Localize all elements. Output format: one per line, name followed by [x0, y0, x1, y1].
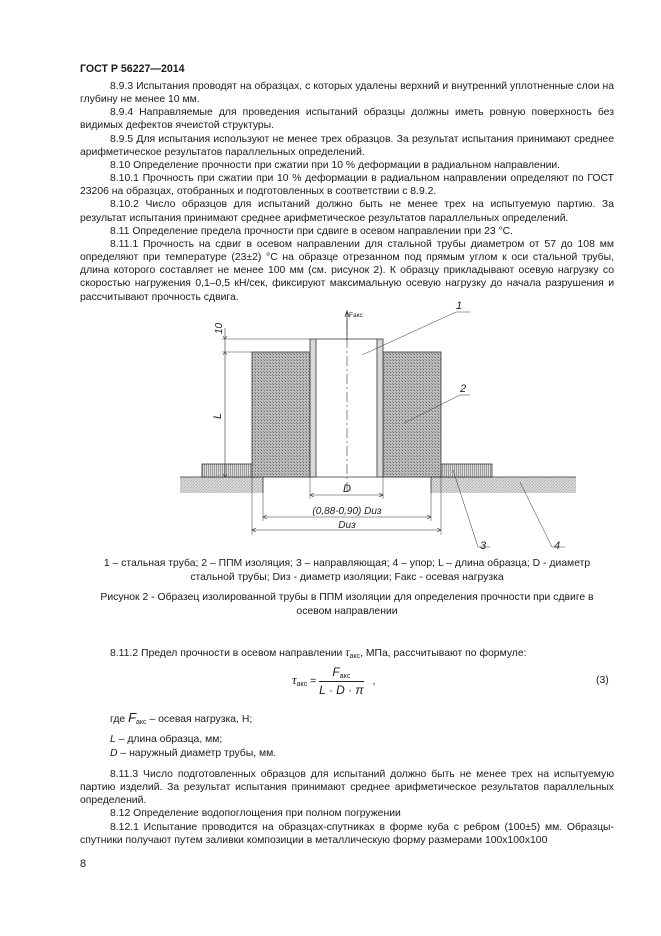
force-label: Fакс	[349, 312, 363, 319]
base-stop-right	[431, 477, 576, 493]
callout-1: 1	[456, 300, 463, 312]
legend-line-1: 1 – стальная труба; 2 – ППМ изоляция; 3 – направляющая; 4 – упор; L – длина образца; D - диаметр	[103, 558, 591, 569]
dim-Diz-label: Dиз	[338, 520, 356, 531]
paragraph-8-11-2: 8.11.2 Предел прочности в осевом направлении $\tau_{акс}$, МПа, рассчитывают по формуле:	[110, 645, 527, 660]
legend-line-2: стальной трубы; Dиз - диаметр изоляции; Fакс - осевая нагрузка	[190, 571, 504, 583]
paragraph-8-11-3: 8.11.3 Число подготовленных образцов для испытаний должно быть не менее трех на испытуемую партию изделий. За результат испытания принимают среднее арифметическое результатов параллельных определений.	[80, 769, 614, 807]
insulation-right	[383, 352, 441, 477]
guide-right	[441, 464, 492, 477]
figure-caption: Рисунок 2 - Образец изолированной трубы в ППМ изоляции для определения прочности при сдвиге в осевом направлении	[100, 592, 594, 617]
dim-inner-label: (0,88-0,90) Dиз	[312, 506, 382, 517]
paragraph-8-11-1: 8.11.1 Прочность на сдвиг в осевом направлении для стальной трубы диаметром от 57 до 108 мм определяют при температуре (23±2) °С на образце отрезанном под прямым углом к оси стальной трубы, длина которого составляет не менее 100 мм (см. рисунок 2). К образцу прикладывают осевую нагрузку со скоростью нагружения 0,1–0,5 кН/сек, фиксируют максимальную осевую нагрузку до начала разрушения и рассчитывают прочность сдвига.	[80, 238, 614, 303]
paragraph-8-12-1: 8.12.1 Испытание проводится на образцах-спутниках в форме куба с ребром (100±5) мм. Образцы-спутники получают путем заливки композиции в металлическую форму размерами 100x100x100	[80, 821, 614, 846]
paragraph-8-12: 8.12 Определение водопоглощения при полном погружении	[110, 808, 401, 820]
text-block-bottom	[80, 768, 614, 847]
base-stop-left	[180, 477, 263, 493]
formula-number: (3)	[596, 675, 609, 686]
paragraph-8-9-5: 8.9.5 Для испытания используют не менее трех образцов. За результат испытания принимают среднее арифметическое результатов параллельных определений.	[80, 133, 614, 158]
page-number: 8	[80, 858, 87, 870]
dim-D-label: D	[343, 483, 351, 495]
steel-pipe-wall-left	[310, 339, 316, 477]
steel-pipe-wall-right	[377, 339, 383, 477]
paragraph-8-9-4: 8.9.4 Направляемые для проведения испытаний образцы должны иметь ровную поверхность без видимых дефектов ячеистой структуры.	[80, 107, 614, 132]
where-list: где $F_{акс}$ – осевая нагрузка, Н; L – длина образца, мм; D – наружный диаметр трубы, мм.	[110, 710, 277, 759]
dim-L-label: L	[212, 412, 224, 419]
formula-3: $\tau_{акс}$ = $\frac{F_{акс}}{L \cdot D \cdot \pi}$ ,	[292, 665, 376, 697]
fraction: $\frac{F_{акс}}{L \cdot D \cdot \pi}$	[319, 665, 364, 697]
document-header: ГОСТ Р 56227—2014	[80, 63, 185, 75]
callout-2: 2	[460, 383, 467, 395]
callout-3: 3	[480, 540, 487, 552]
callout-4: 4	[554, 540, 561, 552]
paragraph-8-10-1: 8.10.1 Прочность при сжатии при 10 % деформации в радиальном направлении определяют по ГОСТ 23206 на образцах, отобранных и подготовленных в соответствии с 8.9.2.	[80, 173, 614, 198]
paragraph-8-11: 8.11 Определение предела прочности при сдвиге в осевом направлении при 23 °С.	[110, 225, 514, 237]
guide-left	[202, 464, 252, 477]
figure-legend	[80, 557, 614, 584]
paragraph-8-10-2: 8.10.2 Число образцов для испытаний должно быть не менее трех на испытуемую партию. За результат испытания принимают среднее арифметическое результатов параллельных определений.	[80, 199, 614, 224]
dim-10-label: 10	[214, 322, 225, 334]
paragraph-8-9-3: 8.9.3 Испытания проводят на образцах, с которых удалены верхний и внутренний уплотненные слои на глубину не менее 10 мм.	[80, 81, 614, 106]
paragraph-8-10: 8.10 Определение прочности при сжатии при 10 % деформации в радиальном направлении.	[110, 159, 561, 171]
insulation-left	[252, 352, 310, 477]
